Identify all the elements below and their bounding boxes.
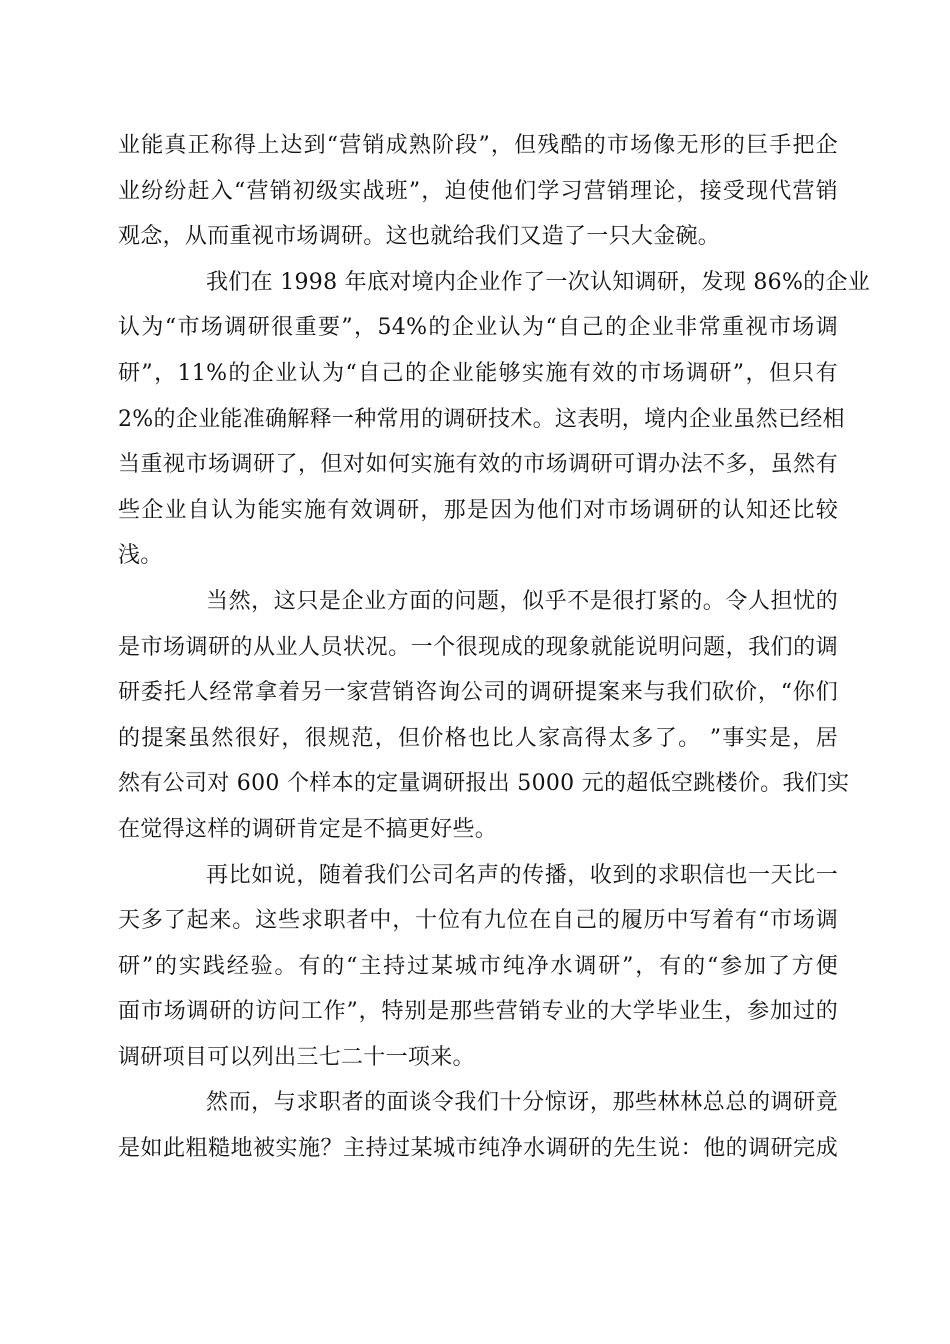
text-line: 业能真正称得上达到“营销成熟阶段”，但残酷的市场像无形的巨手把企 xyxy=(118,133,838,158)
text-line: 再比如说，随着我们公司名声的传播，收到的求职信也一天比一 xyxy=(206,862,838,888)
text-line: 是如此粗糙地被实施？主持过某城市纯净水调研的先生说：他的调研完成 xyxy=(118,1136,838,1162)
text-line: 研”，11%的企业认为“自己的企业能够实施有效的市场调研”，但只有 xyxy=(118,360,838,386)
text-line: 观念，从而重视市场调研。这也就给我们又造了一只大金碗。 xyxy=(118,224,721,250)
paragraph xyxy=(118,123,838,260)
text-line: 面市场调研的访问工作”，特别是那些营销专业的大学毕业生，参加过的 xyxy=(118,999,838,1025)
text-line: 的提案虽然很好，很规范，但价格也比人家高得太多了。 ”事实是，居 xyxy=(118,725,838,751)
body-text xyxy=(118,123,871,1172)
text-line: 天多了起来。这些求职者中，十位有九位在自己的履历中写着有“市场调 xyxy=(118,908,838,934)
text-line: 调研项目可以列出三七二十一项来。 xyxy=(118,1044,475,1070)
paragraph xyxy=(118,853,838,1081)
text-line: 是市场调研的从业人员状况。一个很现成的现象就能说明问题，我们的调 xyxy=(118,634,838,660)
text-line: 在觉得这样的调研肯定是不搞更好些。 xyxy=(118,816,498,842)
text-line: 当重视市场调研了，但对如何实施有效的市场调研可谓办法不多，虽然有 xyxy=(118,452,838,478)
text-line: 2%的企业能准确解释一种常用的调研技术。这表明，境内企业虽然已经相 xyxy=(118,406,845,432)
text-line: 当然，这只是企业方面的问题，似乎不是很打紧的。令人担忧的 xyxy=(206,588,838,614)
text-line: 研委托人经常拿着另一家营销咨询公司的调研提案来与我们砍价，“你们 xyxy=(118,680,838,706)
text-line: 业纷纷赶入“营销初级实战班”，迫使他们学习营销理论，接受现代营销 xyxy=(118,178,838,204)
paragraph xyxy=(118,1080,838,1171)
text-line: 我们在 1998 年底对境内企业作了一次认知调研，发现 86%的企业 xyxy=(206,269,871,295)
text-line: 些企业自认为能实施有效调研，那是因为他们对市场调研的认知还比较 xyxy=(118,497,838,523)
text-line: 认为“市场调研很重要”，54%的企业认为“自己的企业非常重视市场调 xyxy=(118,315,838,341)
text-line: 然而，与求职者的面谈令我们十分惊讶，那些林林总总的调研竟 xyxy=(206,1090,838,1116)
paragraph xyxy=(118,260,871,579)
text-line: 研”的实践经验。有的“主持过某城市纯净水调研”，有的“参加了方便 xyxy=(118,953,838,979)
paragraph xyxy=(118,579,850,853)
text-line: 浅。 xyxy=(118,543,163,569)
text-line: 然有公司对 600 个样本的定量调研报出 5000 元的超低空跳楼价。我们实 xyxy=(118,771,850,797)
